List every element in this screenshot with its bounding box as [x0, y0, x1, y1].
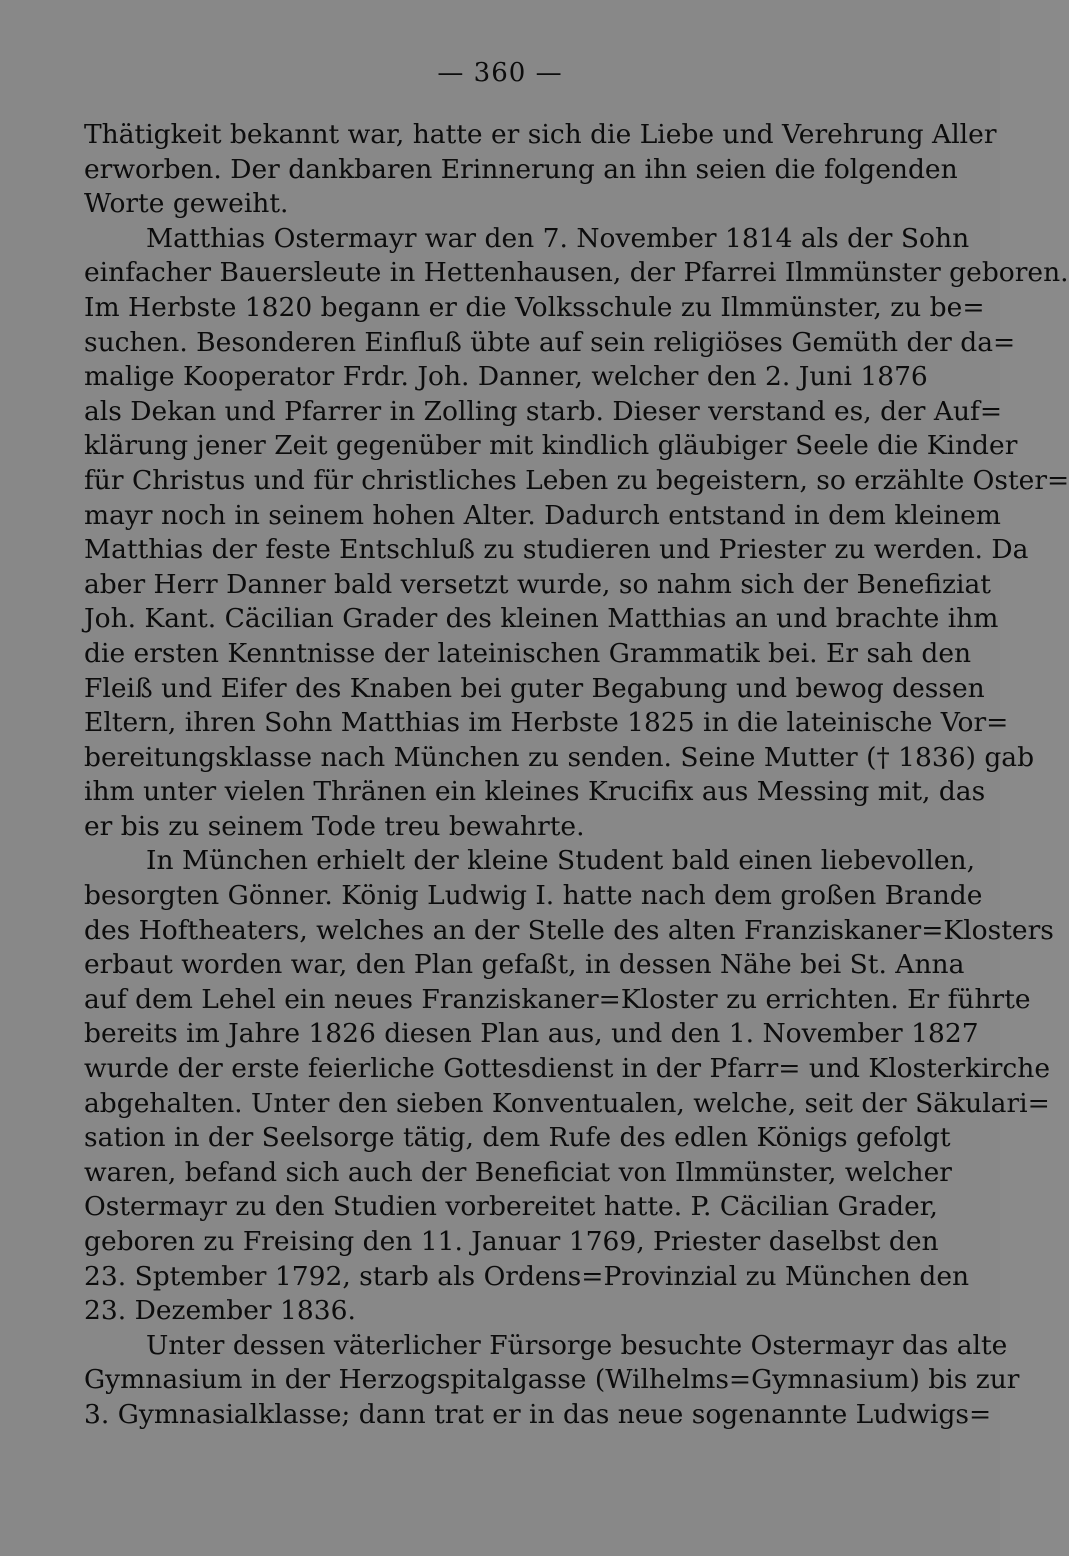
text-line: ihm unter vielen Thränen ein kleines Krucifix aus Messing mit, das: [84, 776, 986, 808]
text-line: Matthias der feste Entschluß zu studieren und Priester zu werden. Da: [84, 534, 1029, 566]
text-line: erbaut worden war, den Plan gefaßt, in dessen Nähe bei St. Anna: [84, 949, 965, 981]
text-line: In München erhielt der kleine Student bald einen liebevollen,: [146, 845, 976, 877]
text-line: die ersten Kenntnisse der lateinischen Grammatik bei. Er sah den: [84, 637, 972, 669]
text-line: auf dem Lehel ein neues Franziskaner=Kloster zu errichten. Er führte: [84, 983, 1031, 1015]
text-line: Ostermayr zu den Studien vorbereitet hatte. P. Cäcilian Grader,: [84, 1191, 938, 1223]
text-line: malige Kooperator Frdr. Joh. Danner, welcher den 2. Juni 1876: [84, 361, 928, 393]
text-line: besorgten Gönner. König Ludwig I. hatte nach dem großen Brande: [84, 880, 983, 912]
text-line: bereits im Jahre 1826 diesen Plan aus, und den 1. November 1827: [84, 1018, 979, 1050]
text-line: 23. Sptember 1792, starb als Ordens=Provinzial zu München den: [84, 1260, 970, 1292]
text-line: Im Herbste 1820 begann er die Volksschule zu Ilmmünster, zu be=: [84, 291, 985, 323]
text-line: geboren zu Freising den 11. Januar 1769, Priester daselbst den: [84, 1226, 939, 1257]
text-line: bereitungsklasse nach München zu senden. Seine Mutter († 1836) gab: [84, 741, 1035, 773]
text-line: einfacher Bauersleute in Hettenhausen, der Pfarrei Ilmmünster geboren.: [84, 257, 1069, 289]
text-line: Worte geweiht.: [84, 188, 289, 220]
text-line: als Dekan und Pfarrer in Zolling starb. Dieser verstand es, der Auf=: [84, 395, 1003, 427]
text-line: für Christus und für christliches Leben zu begeistern, so erzählte Oster=: [84, 464, 1069, 496]
text-line: klärung jener Zeit gegenüber mit kindlich gläubiger Seele die Kinder: [84, 430, 1018, 462]
page-number: — 360 —: [437, 58, 563, 88]
text-line: wurde der erste feierliche Gottesdienst in der Pfarr= und Klosterkirche: [84, 1053, 1051, 1085]
text-line: 23. Dezember 1836.: [84, 1295, 356, 1327]
text-line: mayr noch in seinem hohen Alter. Dadurch entstand in dem kleinem: [84, 499, 1001, 531]
text-line: Gymnasium in der Herzogspitalgasse (Wilhelms=Gymnasium) bis zur: [84, 1364, 1020, 1396]
text-line: des Hoftheaters, welches an der Stelle des alten Franziskaner=Klosters: [84, 914, 1054, 946]
text-line: Joh. Kant. Cäcilian Grader des kleinen Matthias an und brachte ihm: [84, 603, 999, 635]
text-line: sation in der Seelsorge tätig, dem Rufe des edlen Königs gefolgt: [84, 1122, 951, 1154]
text-line: Fleiß und Eifer des Knaben bei guter Begabung und bewog dessen: [84, 672, 985, 704]
text-line: Eltern, ihren Sohn Matthias im Herbste 1825 in die lateinische Vor=: [84, 707, 1009, 739]
text-line: waren, befand sich auch der Beneficiat von Ilmmünster, welcher: [84, 1156, 952, 1188]
text-line: Unter dessen väterlicher Fürsorge besuchte Ostermayr das alte: [146, 1329, 1008, 1361]
text-line: suchen. Besonderen Einfluß übte auf sein religiöses Gemüth der da=: [84, 326, 1016, 358]
text-line: aber Herr Danner bald versetzt wurde, so nahm sich der Benefiziat: [84, 568, 991, 600]
text-line: Thätigkeit bekannt war, hatte er sich die Liebe und Verehrung Aller: [84, 119, 997, 150]
body-text: [84, 118, 1069, 1433]
text-line: erworben. Der dankbaren Erinnerung an ihn seien die folgenden: [84, 153, 958, 185]
text-line: er bis zu seinem Tode treu bewahrte.: [84, 810, 585, 842]
text-line: Matthias Ostermayr war den 7. November 1814 als der Sohn: [146, 222, 970, 254]
text-line: abgehalten. Unter den sieben Konventualen, welche, seit der Säkulari=: [84, 1087, 1050, 1119]
text-line: 3. Gymnasialklasse; dann trat er in das neue sogenannte Ludwigs=: [84, 1398, 992, 1430]
